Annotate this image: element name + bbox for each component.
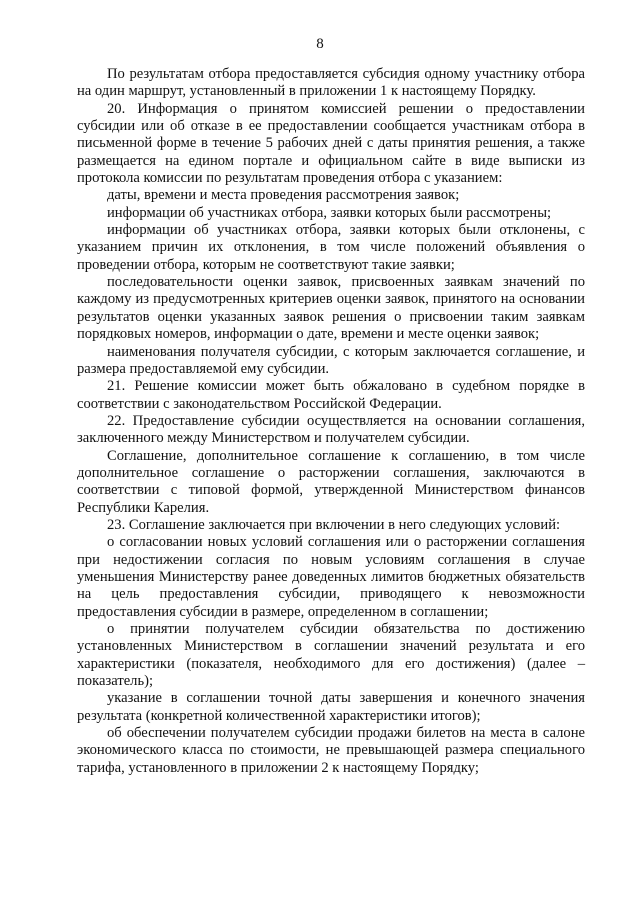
list-item-condition-completion-date: указание в соглашении точной даты завершения и конечного значения результата (конкретной количественной характеристики итогов); (77, 690, 585, 724)
list-item-condition-new-terms: о согласовании новых условий соглашения или о расторжении соглашения при недостижении согласия по новым условиям соглашения в случае уменьшения Министерству ранее доведенных лимитов бюджетных обязательств на цель предоставления субсидии, приводящего к невозможности предоставления субсидии в размере, определенном в соглашении; (77, 534, 585, 620)
list-item-rejected-participants: информации об участниках отбора, заявки которых были отклонены, с указанием причин их отклонения, в том числе положений объявления о проведении отбора, которым не соответствуют такие заявки; (77, 222, 585, 273)
list-item-condition-result-obligation: о принятии получателем субсидии обязательства по достижению установленных Министерством в соглашении значений результата и его характеристики (показателя, необходимого для его достижения) (далее – показатель); (77, 621, 585, 690)
list-item-recipient-name: наименования получателя субсидии, с которым заключается соглашение, и размера предоставляемой ему субсидии. (77, 343, 585, 377)
paragraph-21-appeal: 21. Решение комиссии может быть обжаловано в судебном порядке в соответствии с законодательством Российской Федерации. (77, 378, 585, 412)
paragraph-subsidy-one-participant: По результатам отбора предоставляется субсидия одному участнику отбора на один маршрут, установленный в приложении 1 к настоящему Порядку. (77, 66, 585, 100)
list-item-review-date: даты, времени и места проведения рассмотрения заявок; (107, 187, 460, 204)
list-item-reviewed-participants: информации об участниках отбора, заявки которых были рассмотрены; (107, 204, 552, 221)
list-item-evaluation-sequence: последовательности оценки заявок, присвоенных заявкам значений по каждому из предусмотренных критериев оценки заявок, принятого на основании результатов оценки указанных заявок решения о присвоении таким заявкам порядковых номеров, информации о дате, времени и месте оценки заявок; (77, 274, 585, 343)
paragraph-23-conditions: 23. Соглашение заключается при включении в него следующих условий: (107, 516, 561, 533)
paragraph-agreement-form: Соглашение, дополнительное соглашение к соглашению, в том числе дополнительное соглашение о расторжении соглашения, заключаются в соответствии с типовой формой, утвержденной Министерством финансов Республики Карелия. (77, 447, 585, 516)
document-body (77, 66, 585, 777)
paragraph-22-agreement-basis: 22. Предоставление субсидии осуществляется на основании соглашения, заключенного между Министерством и получателем субсидии. (77, 412, 585, 447)
list-item-condition-ticket-sales: об обеспечении получателем субсидии продажи билетов на места в салоне экономического класса по стоимости, не превышающей размера специального тарифа, установленного в приложении 2 к настоящему Порядку; (77, 725, 585, 776)
paragraph-20-decision-info: 20. Информация о принятом комиссией решении о предоставлении субсидии или об отказе в ее предоставлении сообщается участникам отбора в письменной форме в течение 5 рабочих дней с даты принятия решения, а также размещается на едином портале и официальном сайте в виде выписки из протокола комиссии по результатам проведения отбора с указанием: (77, 100, 585, 187)
page-number: 8 (316, 36, 324, 52)
